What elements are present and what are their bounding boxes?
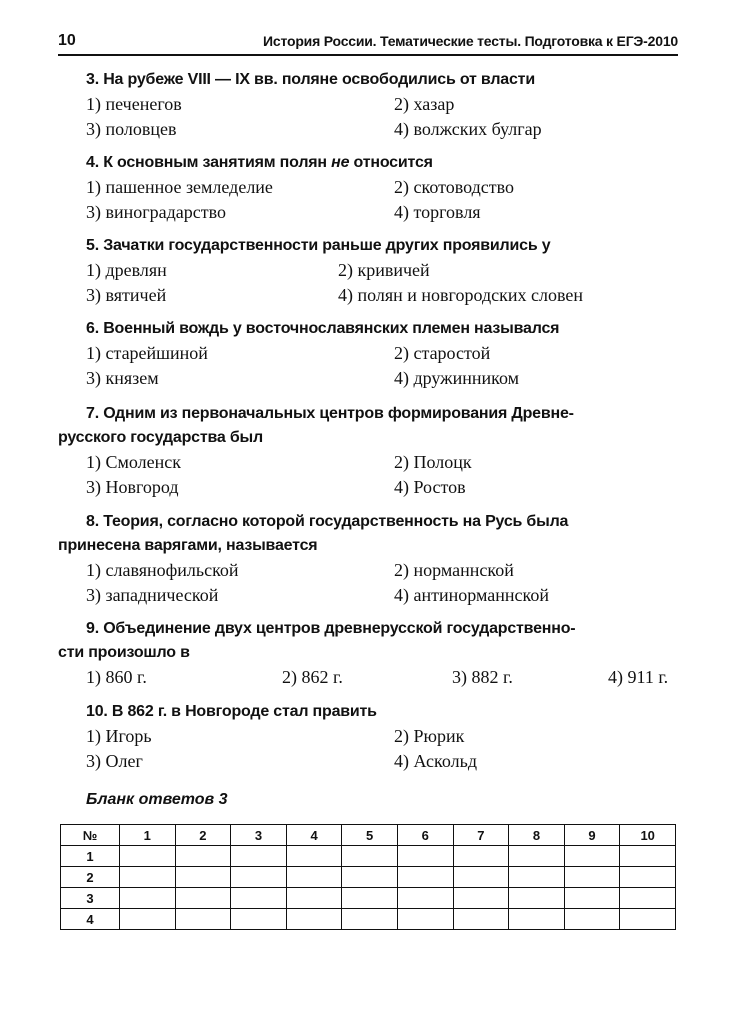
option-3: 3) Олег [86,751,143,771]
answer-sheet-title: Бланк ответов 3 [86,791,228,808]
option-3: 3) Новгород [86,477,179,497]
option-1: 1) Игорь [86,726,152,746]
answer-cell[interactable] [397,867,453,888]
answer-cell[interactable] [286,846,342,867]
options-row [58,92,682,117]
options-row [58,283,682,308]
option-1: 1) печенегов [86,94,182,114]
question-8 [58,510,682,608]
option-2: 2) Рюрик [394,726,465,746]
question-title-line-1: 7. Одним из первоначальных центров формирования Древне- [86,405,574,422]
options-row [58,475,682,500]
header-cell: 8 [509,825,565,846]
header-number-cell: № [61,825,120,846]
header-cell: 2 [175,825,231,846]
options-row [58,258,682,283]
answer-row [61,909,676,930]
answer-cell[interactable] [175,846,231,867]
running-head [58,30,678,56]
header-cell: 3 [231,825,287,846]
answer-cell[interactable] [286,888,342,909]
option-4: 4) дружинником [394,368,520,388]
option-2: 2) норманнской [394,560,514,580]
answer-cell[interactable] [120,867,176,888]
options-row [58,341,682,366]
answer-cell[interactable] [397,909,453,930]
answer-cell[interactable] [620,846,676,867]
option-3: 3) вятичей [86,285,167,305]
answer-cell[interactable] [509,846,565,867]
header-cell: 6 [397,825,453,846]
answer-row [61,888,676,909]
row-label: 2 [61,867,120,888]
options-row [58,724,682,749]
answer-cell[interactable] [453,888,509,909]
option-1: 1) пашенное земледелие [86,177,273,197]
answer-cell[interactable] [620,888,676,909]
answer-row [61,867,676,888]
option-3: 3) половцев [86,119,177,139]
answer-cell[interactable] [509,888,565,909]
option-2: 2) Полоцк [394,452,472,472]
answer-cell[interactable] [342,867,398,888]
question-7 [58,402,682,500]
option-1: 1) старейшиной [86,343,208,363]
question-6 [58,317,682,391]
question-title-end: относится [349,154,433,171]
answer-sheet-header-row [61,825,676,846]
answer-cell[interactable] [453,846,509,867]
question-title-line-2: сти произошло в [58,644,190,661]
option-1: 1) славянофильской [86,560,239,580]
question-title [58,151,682,175]
answer-cell[interactable] [120,846,176,867]
question-title-emphasis: не [331,154,350,171]
answer-cell[interactable] [342,846,398,867]
answer-cell[interactable] [397,846,453,867]
option-4: 4) антинорманнской [394,585,549,605]
header-cell: 5 [342,825,398,846]
question-5 [58,234,682,308]
option-4: 4) 911 г. [608,667,669,687]
answer-cell[interactable] [286,867,342,888]
option-2: 2) кривичей [338,260,430,280]
answer-cell[interactable] [620,909,676,930]
answer-row [61,846,676,867]
options-row [58,749,682,774]
answer-cell[interactable] [175,909,231,930]
option-2: 2) старостой [394,343,491,363]
option-1: 1) Смоленск [86,452,181,472]
options-row [58,117,682,142]
answer-cell[interactable] [175,888,231,909]
answer-cell[interactable] [231,846,287,867]
answer-cell[interactable] [564,909,620,930]
question-title: 10. В 862 г. в Новгороде стал править [86,703,377,720]
question-title: 6. Военный вождь у восточнославянских племен назывался [86,320,560,337]
answer-cell[interactable] [342,888,398,909]
answer-cell[interactable] [231,888,287,909]
question-4 [58,151,682,225]
options-row [58,175,682,200]
option-2: 2) 862 г. [282,667,343,687]
answer-cell[interactable] [453,909,509,930]
answer-cell[interactable] [120,909,176,930]
option-1: 1) древлян [86,260,167,280]
header-cell: 7 [453,825,509,846]
answer-cell[interactable] [564,846,620,867]
answer-cell[interactable] [453,867,509,888]
options-row [58,665,682,690]
question-title: 3. На рубеже VIII — IX вв. поляне освободились от власти [86,71,535,88]
row-label: 1 [61,846,120,867]
page-number: 10 [58,32,76,49]
option-3: 3) князем [86,368,159,388]
option-2: 2) скотоводство [394,177,514,197]
option-4: 4) волжских булгар [394,119,542,139]
question-title-line-1: 9. Объединение двух центров древнерусской государственно- [86,620,576,637]
row-label: 4 [61,909,120,930]
option-4: 4) полян и новгородских словен [338,285,583,305]
options-row [58,583,682,608]
option-4: 4) торговля [394,202,481,222]
option-3: 3) западнической [86,585,219,605]
question-title-start: 4. К основным занятиям полян [86,154,332,171]
question-title-line-2: принесена варягами, называется [58,537,318,554]
answer-cell[interactable] [120,888,176,909]
header-cell: 9 [564,825,620,846]
option-3: 3) 882 г. [452,667,513,687]
header-cell: 4 [286,825,342,846]
answer-cell[interactable] [231,909,287,930]
options-row [58,200,682,225]
answer-cell[interactable] [175,867,231,888]
option-3: 3) виноградарство [86,202,227,222]
question-9 [58,617,682,690]
answer-cell[interactable] [342,909,398,930]
question-10 [58,700,682,774]
option-4: 4) Ростов [394,477,466,497]
option-1: 1) 860 г. [86,667,147,687]
answer-cell[interactable] [509,909,565,930]
header-cell: 10 [620,825,676,846]
answer-cell[interactable] [286,909,342,930]
options-row [58,558,682,583]
row-label: 3 [61,888,120,909]
answer-cell[interactable] [564,867,620,888]
option-2: 2) хазар [394,94,455,114]
answer-cell[interactable] [620,867,676,888]
option-4: 4) Аскольд [394,751,477,771]
header-cell: 1 [120,825,176,846]
question-title-line-1: 8. Теория, согласно которой государственность на Русь была [86,513,569,530]
answer-cell[interactable] [231,867,287,888]
answer-sheet-table [60,824,676,930]
question-title: 5. Зачатки государственности раньше других проявились у [86,237,551,254]
question-3 [58,68,682,142]
answer-cell[interactable] [509,867,565,888]
question-title-line-2: русского государства был [58,429,263,446]
answer-cell[interactable] [397,888,453,909]
answer-cell[interactable] [564,888,620,909]
running-title: История России. Тематические тесты. Подготовка к ЕГЭ-2010 [263,33,678,49]
options-row [58,366,682,391]
options-row [58,450,682,475]
